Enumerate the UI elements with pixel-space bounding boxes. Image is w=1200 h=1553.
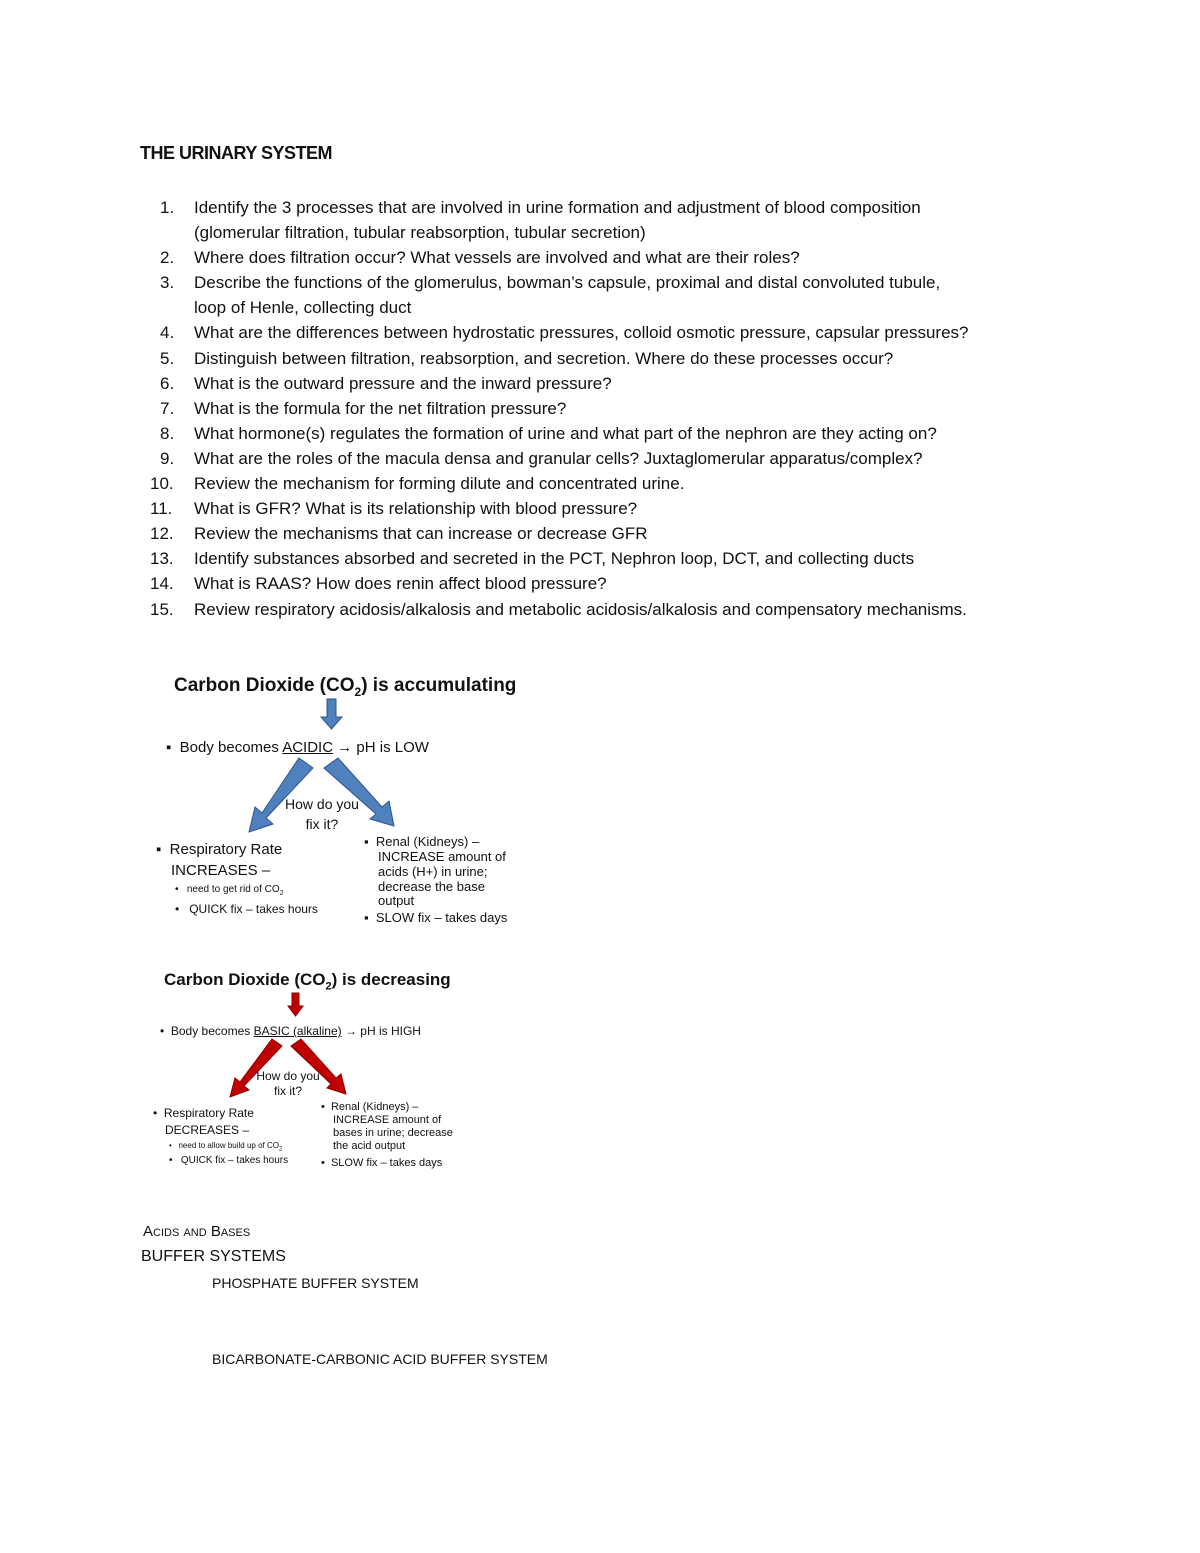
- body-text: → pH is LOW: [333, 739, 429, 756]
- diagram1-title: [174, 675, 516, 699]
- title-subscript: 2: [354, 684, 362, 699]
- right-line: SLOW fix – takes days: [375, 910, 508, 925]
- left-sub-line: QUICK fix – takes hours: [189, 902, 318, 916]
- item-text: What is GFR? What is its relationship with blood pressure?: [194, 499, 638, 519]
- diagram1-right-item: [378, 864, 487, 879]
- diagram2-right-item: [333, 1114, 441, 1127]
- diagram2-right-item: • Renal (Kidneys) –: [321, 1101, 419, 1113]
- title-subscript: 2: [325, 980, 332, 993]
- item-text: (glomerular filtration, tubular reabsorption, tubular secretion): [194, 223, 646, 243]
- diagram2-question: [255, 1069, 321, 1083]
- item-text: loop of Henle, collecting duct: [194, 298, 412, 318]
- right-line: INCREASE amount of: [333, 1114, 442, 1126]
- left-line: Respiratory Rate: [163, 1106, 254, 1120]
- right-line: INCREASE amount of: [378, 849, 506, 864]
- body-text: Body becomes: [179, 739, 283, 756]
- item-number: 2.: [160, 248, 175, 268]
- item-text: What is the outward pressure and the inward pressure?: [194, 373, 612, 393]
- diagram1-question: [285, 816, 359, 832]
- item-number: 15.: [150, 599, 174, 619]
- right-line: Renal (Kidneys) –: [375, 834, 480, 849]
- diagram2-right-item: • SLOW fix – takes days: [321, 1157, 443, 1169]
- left-line: INCREASES –: [171, 862, 271, 879]
- diagram2-right-item: [333, 1140, 405, 1153]
- diagram2-left-item: [165, 1123, 249, 1137]
- item-number: 1.: [160, 198, 175, 217]
- left-sub-subscript: 2: [278, 1146, 283, 1153]
- title-text: ) is accumulating: [361, 675, 517, 696]
- item-text: Describe the functions of the glomerulus, bowman’s capsule, proximal and distal convoluted tubule,: [194, 273, 941, 293]
- item-text: What are the roles of the macula densa and granular cells? Juxtaglomerular apparatus/complex?: [194, 448, 923, 468]
- diagram2-right-item: [333, 1127, 453, 1140]
- diagram1-left-item: [171, 862, 270, 879]
- item-number: 10.: [150, 474, 174, 494]
- item-number: 3.: [160, 273, 175, 293]
- diagram1-body: ▪ Body becomes ACIDIC → pH is LOW: [166, 739, 429, 756]
- question-line: How do you: [285, 796, 359, 812]
- item-text: Distinguish between filtration, reabsorption, and secretion. Where do these processes occur?: [194, 348, 894, 368]
- title-text: ) is decreasing: [331, 970, 451, 989]
- diagram1-left-item: ▪ Respiratory Rate: [156, 841, 283, 858]
- item-text: What are the differences between hydrostatic pressures, colloid osmotic pressure, capsular pressures?: [194, 323, 969, 343]
- diagram2-title: [164, 970, 451, 992]
- diagram2-body: • Body becomes BASIC (alkaline) → pH is HIGH: [160, 1024, 421, 1038]
- diagram2-left-sub: • QUICK fix – takes hours: [169, 1155, 289, 1166]
- co2-accumulating-arrows: [249, 699, 394, 832]
- item-text: What is the formula for the net filtration pressure?: [194, 398, 567, 418]
- diagram1-right-item: ▪ SLOW fix – takes days: [364, 910, 508, 925]
- left-line: DECREASES –: [165, 1123, 250, 1137]
- diagram1-left-sub: • need to get rid of $CO_2$: [175, 884, 284, 897]
- left-sub-subscript: 2: [279, 890, 284, 897]
- diagram2-left-item: • Respiratory Rate: [153, 1106, 254, 1120]
- diagram1-right-item: [378, 893, 414, 908]
- body-text: Body becomes: [170, 1024, 254, 1038]
- item-number: 6.: [160, 373, 175, 393]
- diagram1-left-sub: • QUICK fix – takes hours: [175, 902, 318, 916]
- page-title: THE URINARY SYSTEM: [140, 143, 333, 163]
- left-line: Respiratory Rate: [169, 841, 283, 858]
- right-line: decrease the base: [378, 879, 485, 894]
- down-arrow-icon: [321, 699, 342, 729]
- right-line: the acid output: [333, 1140, 406, 1152]
- right-line: Renal (Kidneys) –: [330, 1101, 419, 1113]
- diagram2-left-sub: • need to allow build up of $CO_2$: [169, 1141, 283, 1153]
- right-line: acids (H+) in urine;: [378, 864, 488, 879]
- title-text: Carbon Dioxide (CO: [174, 675, 355, 696]
- left-sub-line: QUICK fix – takes hours: [180, 1155, 289, 1166]
- item-text: Identify substances absorbed and secreted in the PCT, Nephron loop, DCT, and collecting ducts: [194, 549, 915, 569]
- diagram1-right-item: [378, 849, 506, 864]
- item-number: 11.: [150, 499, 173, 519]
- diagram2-question: [255, 1084, 321, 1098]
- item-text: What is RAAS? How does renin affect blood pressure?: [194, 574, 607, 594]
- question-line: fix it?: [305, 816, 339, 832]
- item-text: Review the mechanism for forming dilute and concentrated urine.: [194, 474, 685, 494]
- buffer-systems-heading: BUFFER SYSTEMS: [141, 1248, 286, 1265]
- body-underlined: ACIDIC: [282, 739, 334, 756]
- item-number: 4.: [160, 323, 175, 343]
- item-number: 5.: [160, 348, 175, 368]
- diagram1-right-item: ▪ Renal (Kidneys) –: [364, 834, 480, 849]
- item-number: 9.: [160, 448, 175, 468]
- item-text: Review the mechanisms that can increase or decrease GFR: [194, 524, 648, 544]
- item-number: 12.: [150, 524, 174, 544]
- item-text: What hormone(s) regulates the formation of urine and what part of the nephron are they acting on?: [194, 423, 937, 443]
- bicarbonate-buffer-heading: BICARBONATE-CARBONIC ACID BUFFER SYSTEM: [212, 1351, 548, 1367]
- question-line: How do you: [256, 1069, 320, 1083]
- body-underlined: BASIC (alkaline): [253, 1024, 342, 1038]
- item-text: Identify the 3 processes that are involved in urine formation and adjustment of blood composition: [194, 198, 921, 217]
- item-number: 13.: [150, 549, 174, 569]
- right-line: bases in urine; decrease: [333, 1127, 453, 1139]
- right-line: SLOW fix – takes days: [330, 1157, 443, 1169]
- item-number: 8.: [160, 423, 175, 443]
- body-text: → pH is HIGH: [341, 1024, 421, 1038]
- down-arrow-icon: [288, 993, 303, 1016]
- left-sub-line: need to allow build up of CO: [178, 1141, 279, 1150]
- phosphate-buffer-heading: PHOSPHATE BUFFER SYSTEM: [212, 1275, 419, 1291]
- item-text: Where does filtration occur? What vessels are involved and what are their roles?: [194, 248, 800, 268]
- item-number: 14.: [150, 574, 174, 594]
- acids-bases-heading: Acids and Bases: [143, 1223, 251, 1240]
- item-number: 7.: [160, 398, 175, 418]
- title-text: Carbon Dioxide (CO: [164, 970, 326, 989]
- right-line: output: [378, 893, 415, 908]
- diagram1-right-item: [378, 879, 485, 894]
- item-text: Review respiratory acidosis/alkalosis and metabolic acidosis/alkalosis and compensatory mechanisms.: [194, 599, 967, 619]
- question-line: fix it?: [273, 1084, 302, 1098]
- left-sub-line: need to get rid of CO: [186, 884, 280, 895]
- diagram1-question: [285, 796, 359, 812]
